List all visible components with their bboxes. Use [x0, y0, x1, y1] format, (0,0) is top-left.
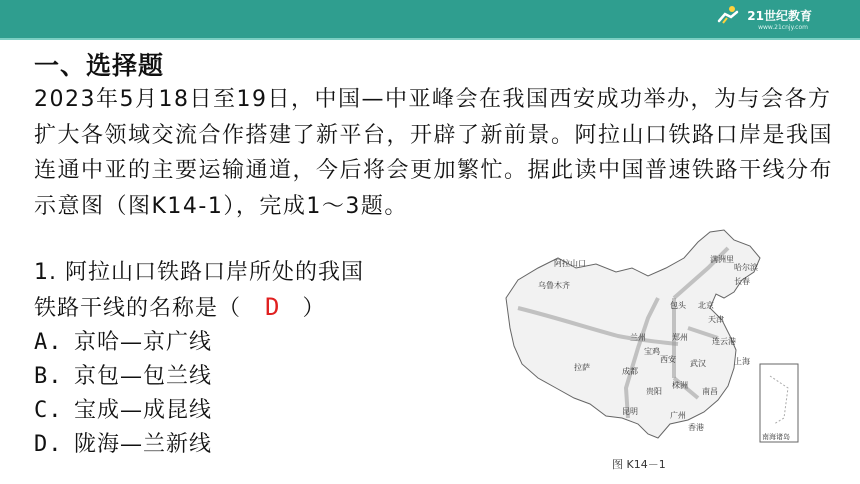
city-label: 阿拉山口	[554, 259, 586, 268]
runner-logo-icon	[713, 5, 743, 25]
city-label: 拉萨	[574, 363, 590, 372]
city-label: 宝鸡	[644, 347, 660, 356]
city-label: 昆明	[622, 407, 638, 416]
brand-url: www.21cnjy.com	[758, 24, 808, 31]
option-letter: B.	[34, 364, 63, 389]
city-label: 武汉	[690, 359, 706, 368]
city-label: 南昌	[702, 387, 718, 396]
option-text: 京包—包兰线	[74, 364, 213, 389]
stem-prefix: 铁路干线的名称是（	[34, 296, 242, 321]
city-label: 贵阳	[646, 387, 662, 396]
city-label: 兰州	[630, 333, 646, 342]
option-letter: C.	[34, 398, 63, 423]
option-letter: A.	[34, 330, 63, 355]
city-label: 香港	[688, 423, 704, 432]
city-label: 西安	[660, 355, 676, 364]
option-text: 京哈—京广线	[74, 330, 213, 355]
brand-name: 21世纪教育	[747, 8, 812, 23]
city-label: 成都	[622, 367, 638, 376]
question-1	[34, 256, 364, 462]
city-label: 北京	[698, 301, 714, 310]
option-c[interactable]	[34, 394, 364, 428]
section-title: 一、选择题	[34, 51, 165, 80]
city-label: 乌鲁木齐	[538, 281, 570, 290]
city-label: 郑州	[672, 333, 688, 342]
city-label: 哈尔滨	[734, 263, 758, 272]
option-text: 陇海—兰新线	[74, 432, 213, 457]
question-passage: 2023年5月18日至19日，中国—中亚峰会在我国西安成功举办，为与会各方扩大各领域交流合作搭建了新平台，开辟了新前景。阿拉山口铁路口岸是我国连通中亚的主要运输通道，今后将会更加繁忙。据此读中国普速铁路干线分布示意图（图K14-1），完成1～3题。	[34, 87, 834, 219]
city-label: 株洲	[672, 381, 688, 390]
city-label: 天津	[708, 315, 724, 324]
city-label: 长春	[734, 277, 750, 286]
city-label: 广州	[670, 411, 686, 420]
city-label: 连云港	[712, 337, 736, 346]
brand-logo	[713, 5, 812, 25]
map-caption: 图 K14－1	[612, 458, 666, 471]
option-text: 宝成—成昆线	[74, 398, 213, 423]
header-divider	[0, 38, 860, 40]
option-d[interactable]	[34, 428, 364, 462]
option-a[interactable]	[34, 326, 364, 360]
city-label: 上海	[734, 357, 750, 366]
answer-mark: D	[265, 293, 281, 321]
railway-map	[498, 228, 800, 454]
city-label: 包头	[670, 301, 686, 310]
option-letter: D.	[34, 432, 63, 457]
option-b[interactable]	[34, 360, 364, 394]
stem-suffix: ）	[302, 296, 326, 321]
inset-label: 南海诸岛	[762, 433, 790, 441]
city-label: 满洲里	[710, 255, 734, 264]
question-stem-line1: 1. 阿拉山口铁路口岸所处的我国	[34, 260, 364, 285]
question-stem-line2	[34, 290, 364, 326]
